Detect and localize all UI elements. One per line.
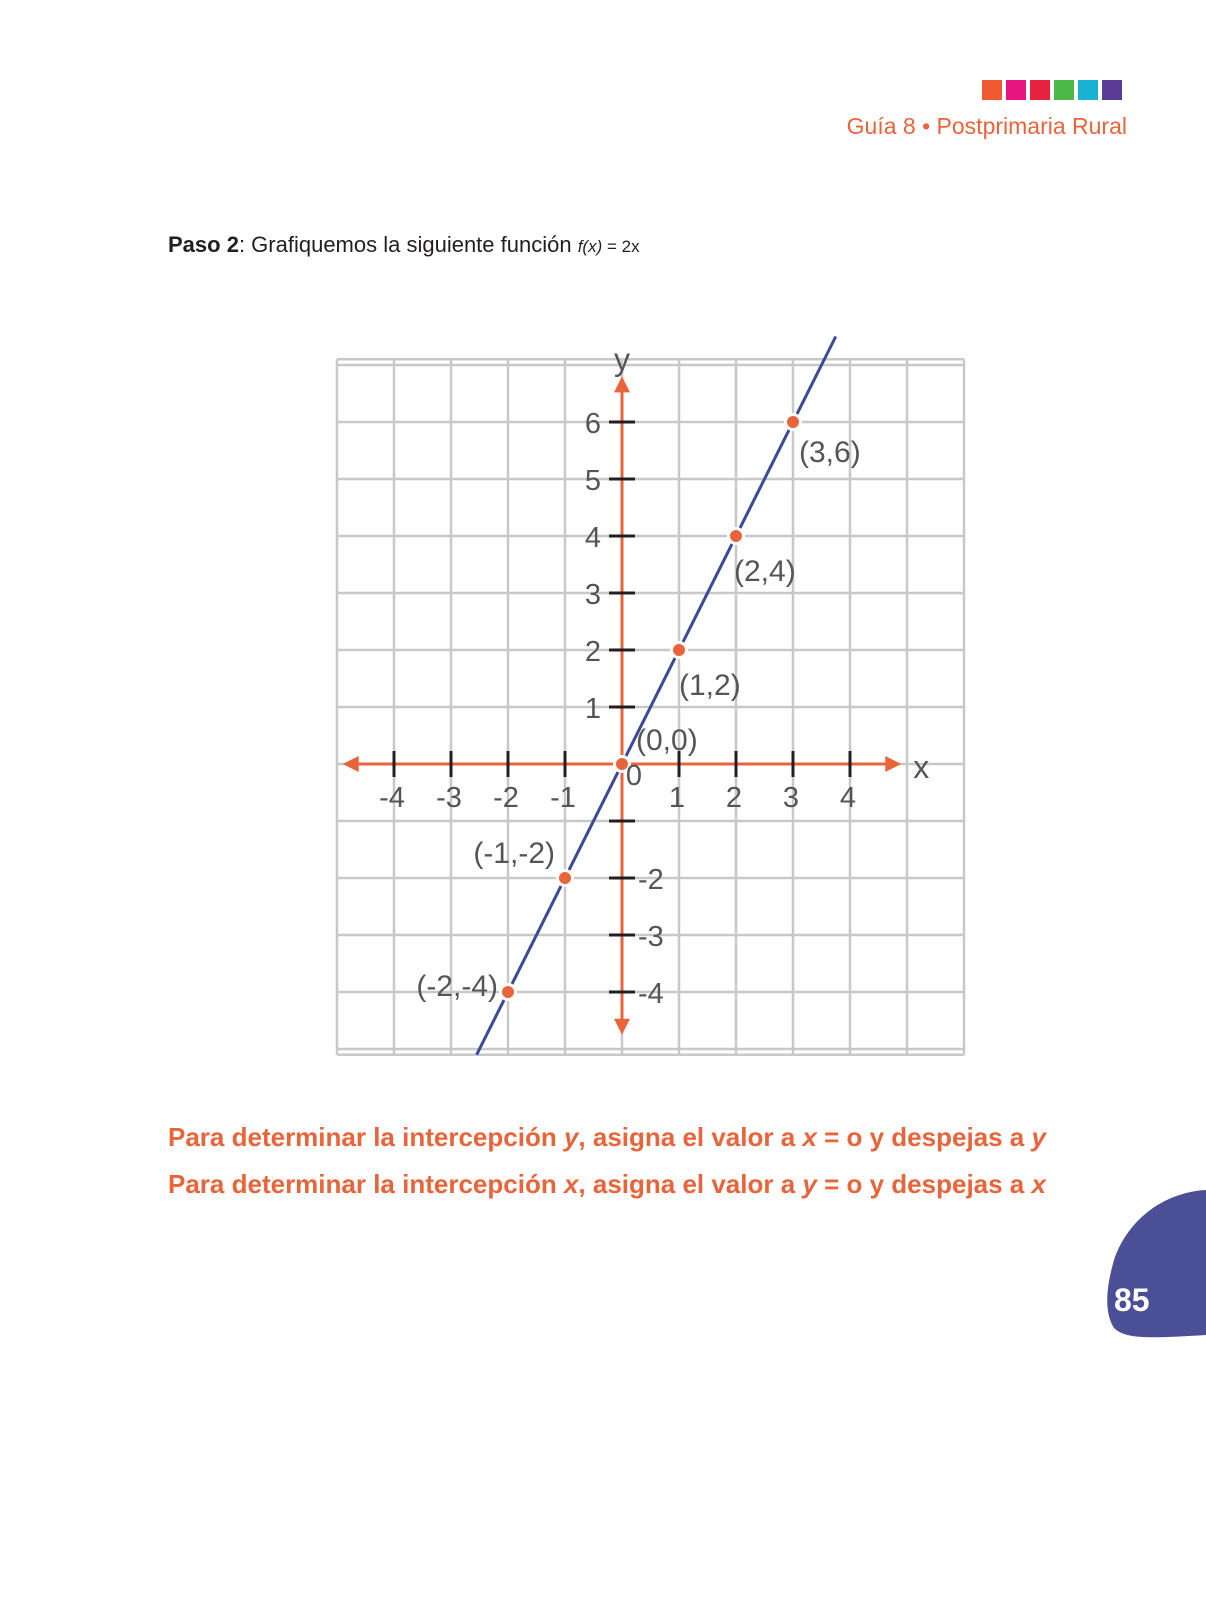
note-variable: x bbox=[1031, 1169, 1046, 1199]
x-tick-label: 2 bbox=[725, 782, 743, 814]
y-tick-label: 6 bbox=[584, 408, 601, 440]
note-text: Para determinar la intercepción bbox=[168, 1122, 564, 1152]
x-tick-label: -4 bbox=[379, 782, 405, 814]
note-text: Para determinar la intercepción bbox=[168, 1169, 564, 1199]
running-header: Guía 8 • Postprimaria Rural bbox=[846, 113, 1127, 139]
note-variable: y bbox=[1031, 1122, 1046, 1152]
x-tick-label: -2 bbox=[493, 782, 519, 814]
x-tick-label: -3 bbox=[436, 782, 462, 814]
origin-label: 0 bbox=[625, 760, 643, 792]
note-text: = o y despejas a bbox=[816, 1169, 1032, 1199]
data-point bbox=[672, 643, 687, 658]
y-tick-label: 1 bbox=[584, 693, 601, 725]
page-number: 85 bbox=[1114, 1282, 1150, 1318]
labels-group bbox=[379, 341, 929, 1010]
point-label: (0,0) bbox=[636, 724, 698, 757]
step-separator: : bbox=[238, 232, 252, 257]
note-variable: x bbox=[802, 1122, 817, 1152]
intercept-note-y bbox=[168, 1122, 1046, 1153]
x-axis-arrow-right bbox=[885, 756, 901, 772]
data-point bbox=[501, 985, 516, 1000]
note-variable: x bbox=[563, 1169, 579, 1199]
y-axis-arrow-down bbox=[614, 1019, 630, 1035]
data-point bbox=[558, 871, 573, 886]
x-tick-label: 4 bbox=[839, 782, 857, 814]
point-label: (1,2) bbox=[679, 669, 741, 702]
x-tick-label: 1 bbox=[668, 782, 686, 814]
point-label: (3,6) bbox=[799, 436, 861, 469]
x-tick-label: 3 bbox=[782, 782, 800, 814]
y-tick-label: -2 bbox=[638, 864, 664, 896]
data-point bbox=[729, 529, 744, 544]
x-axis-label: x bbox=[913, 749, 930, 785]
y-axis-arrow-up bbox=[614, 376, 630, 392]
point-label: (-1,-2) bbox=[473, 837, 555, 870]
y-tick-label: 4 bbox=[584, 522, 601, 554]
note-text: , asigna el valor a bbox=[578, 1169, 803, 1199]
y-tick-label: 3 bbox=[584, 579, 601, 611]
x-axis-arrow-left bbox=[343, 756, 359, 772]
note-variable: y bbox=[802, 1169, 817, 1199]
note-text: = o y despejas a bbox=[816, 1122, 1032, 1152]
step-text: Grafiquemos la siguiente función bbox=[251, 232, 578, 257]
y-tick-label: 2 bbox=[584, 636, 601, 668]
step-label: Paso 2 bbox=[168, 232, 239, 257]
intercept-note-x bbox=[168, 1169, 1046, 1200]
x-tick-label: -1 bbox=[550, 782, 576, 814]
point-label: (-2,-4) bbox=[416, 970, 498, 1003]
function-rhs: = 2x bbox=[602, 237, 640, 256]
point-label: (2,4) bbox=[734, 555, 796, 588]
y-axis-label: y bbox=[614, 341, 630, 378]
note-text: , asigna el valor a bbox=[578, 1122, 803, 1152]
y-tick-label: -3 bbox=[638, 921, 664, 953]
y-tick-label: 5 bbox=[584, 465, 601, 497]
note-variable: y bbox=[563, 1122, 579, 1152]
y-tick-label: -4 bbox=[638, 978, 664, 1010]
data-point bbox=[786, 415, 801, 430]
function-lhs: f(x) bbox=[577, 237, 603, 256]
